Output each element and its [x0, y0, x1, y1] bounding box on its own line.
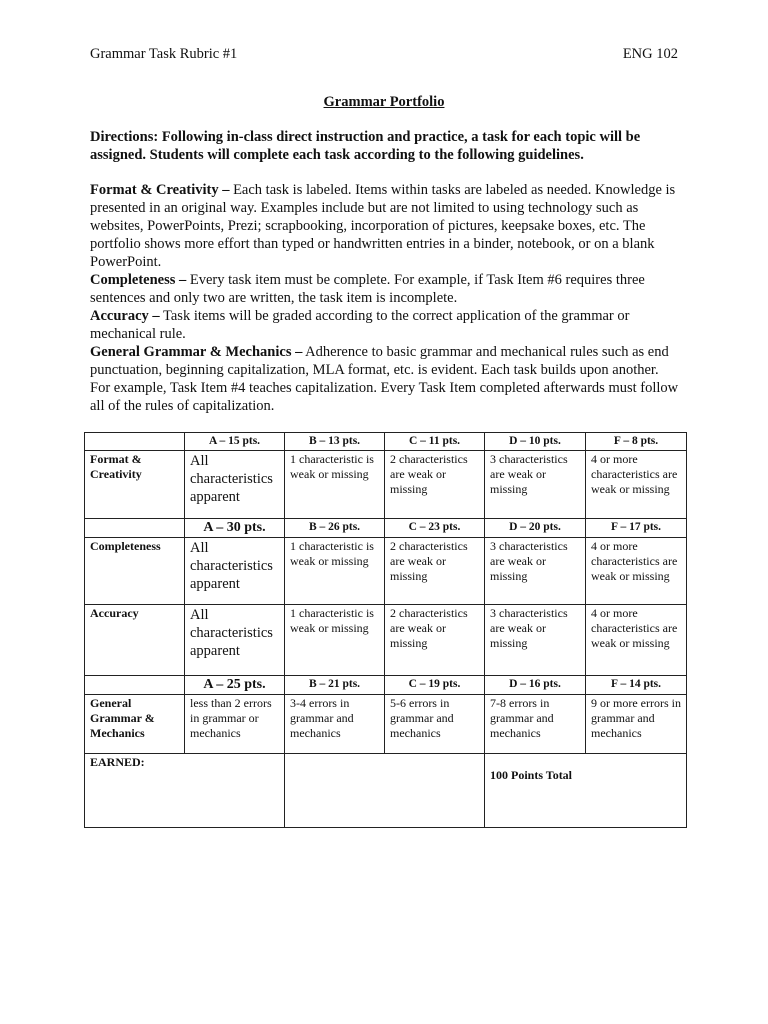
table-cell: 3 characteristics are weak or missing [485, 605, 586, 676]
table-row [85, 605, 687, 676]
table-cell: All characteristics apparent [185, 451, 285, 519]
grade-header: C – 19 pts. [385, 676, 485, 695]
header-course-doc: Grammar Task Rubric #1 [90, 46, 238, 62]
table-cell: 3 characteristics are weak or missing [485, 538, 586, 605]
criterion-text: Task items will be graded according to the correct application of the grammar or mechanical rule. [90, 308, 630, 342]
criterion-format [90, 181, 680, 271]
directions-paragraph: Directions: Following in-class direct instruction and practice, a task for each topic will be assigned. Students will complete each task according to the following guidelines. [90, 129, 641, 163]
rubric-table [84, 432, 687, 828]
criterion-term: Format & Creativity – [90, 182, 230, 198]
grade-header: A – 25 pts. [185, 676, 285, 695]
row-label: Format & Creativity [85, 451, 185, 519]
table-row [85, 451, 687, 519]
grade-header: F – 17 pts. [586, 519, 687, 538]
table-row [85, 676, 687, 695]
table-cell: 1 characteristic is weak or missing [285, 605, 385, 676]
table-cell: 1 characteristic is weak or missing [285, 451, 385, 519]
table-row [85, 538, 687, 605]
points-total: 100 Points Total [485, 754, 687, 828]
grade-header: B – 13 pts. [285, 433, 385, 451]
criterion-accuracy [90, 307, 680, 343]
table-cell: 2 characteristics are weak or missing [385, 451, 485, 519]
table-row [85, 754, 687, 828]
criterion-grammar [90, 343, 680, 415]
grade-header: D – 16 pts. [485, 676, 586, 695]
table-cell: 5-6 errors in grammar and mechanics [385, 695, 485, 754]
criterion-term: Completeness – [90, 272, 187, 288]
page-title: Grammar Portfolio [323, 94, 445, 110]
grade-header: A – 30 pts. [185, 519, 285, 538]
criterion-term: Accuracy – [90, 308, 160, 324]
earned-label: EARNED: [85, 754, 285, 828]
row-label: Completeness [85, 538, 185, 605]
criterion-term: General Grammar & Mechanics – [90, 344, 303, 360]
header-course-code: ENG 102 [622, 46, 678, 62]
earned-score-cell [285, 754, 485, 828]
grade-header: F – 14 pts. [586, 676, 687, 695]
table-row [85, 695, 687, 754]
grade-header: C – 11 pts. [385, 433, 485, 451]
table-cell: 7-8 errors in grammar and mechanics [485, 695, 586, 754]
criterion-text: Adherence to basic grammar and mechanical rules such as end punctuation, beginning capitalization, MLA format, etc. is evident. Each task builds upon another. For example, Task Item #4 teaches capitalization. Every Task Item completed afterwards must follow all of the rules of capitalization. [90, 344, 679, 414]
grade-header: D – 10 pts. [485, 433, 586, 451]
table-cell [85, 433, 185, 451]
table-cell: 4 or more characteristics are weak or missing [586, 451, 687, 519]
criterion-text: Each task is labeled. Items within tasks are labeled as needed. Knowledge is presented in an original way. Examples include but are not limited to using technology such as websites, PowerPoints, Prezi; scrapbooking, incorporation of pictures, keepsake boxes, etc. The portfolio shows more effort than typed or handwritten entries in a binder, notebook, or on a blank PowerPoint. [90, 182, 676, 270]
grade-header: C – 23 pts. [385, 519, 485, 538]
row-label: General Grammar & Mechanics [85, 695, 185, 754]
row-label: Accuracy [85, 605, 185, 676]
criterion-completeness [90, 271, 680, 307]
grade-header: B – 26 pts. [285, 519, 385, 538]
table-cell: 3-4 errors in grammar and mechanics [285, 695, 385, 754]
table-cell: 3 characteristics are weak or missing [485, 451, 586, 519]
table-cell: 1 characteristic is weak or missing [285, 538, 385, 605]
table-cell: 4 or more characteristics are weak or missing [586, 538, 687, 605]
grade-header: B – 21 pts. [285, 676, 385, 695]
table-cell: All characteristics apparent [185, 605, 285, 676]
grade-header: D – 20 pts. [485, 519, 586, 538]
criteria-list [90, 181, 680, 415]
grade-header: F – 8 pts. [586, 433, 687, 451]
table-cell: 2 characteristics are weak or missing [385, 605, 485, 676]
table-row [85, 519, 687, 538]
grade-header: A – 15 pts. [185, 433, 285, 451]
table-cell [85, 676, 185, 695]
table-cell: All characteristics apparent [185, 538, 285, 605]
table-cell: 9 or more errors in grammar and mechanics [586, 695, 687, 754]
table-cell [85, 519, 185, 538]
table-row [85, 433, 687, 451]
table-cell: 4 or more characteristics are weak or missing [586, 605, 687, 676]
table-cell: 2 characteristics are weak or missing [385, 538, 485, 605]
table-cell: less than 2 errors in grammar or mechanics [185, 695, 285, 754]
criterion-text: Every task item must be complete. For example, if Task Item #6 requires three sentences and only two are written, the task item is incomplete. [90, 272, 645, 306]
